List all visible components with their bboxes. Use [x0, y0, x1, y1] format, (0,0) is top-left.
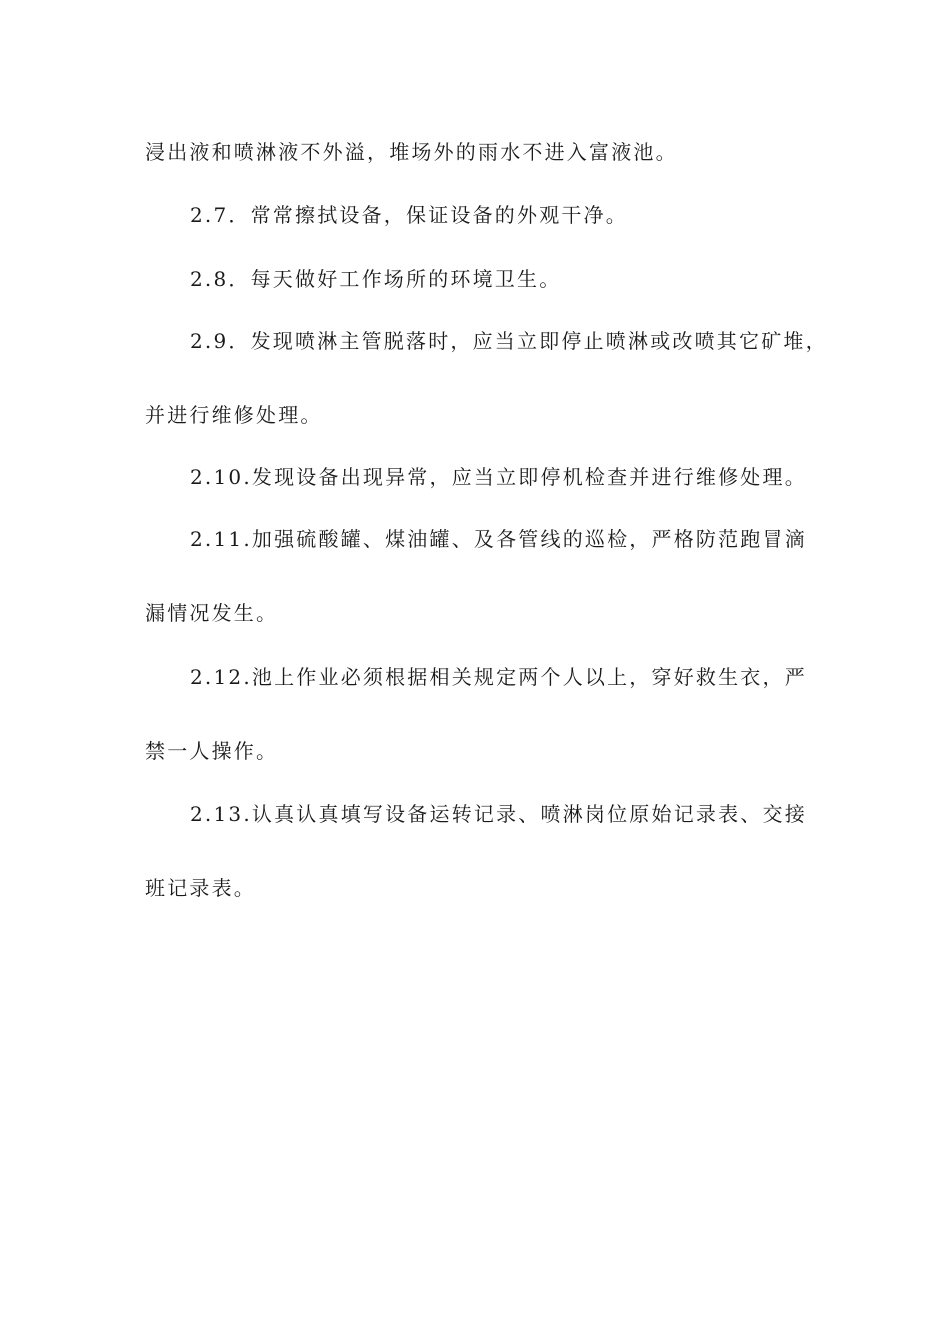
paragraph-line: 2.11.加强硫酸罐、煤油罐、及各管线的巡检，严格防范跑冒滴 — [190, 527, 807, 551]
paragraph-line: 2.10.发现设备出现异常，应当立即停机检查并进行维修处理。 — [190, 465, 807, 489]
paragraph-line: 班记录表。 — [145, 876, 256, 900]
paragraph-line: 2.13.认真认真填写设备运转记录、喷淋岗位原始记录表、交接 — [190, 802, 807, 826]
paragraph-line: 漏情况发生。 — [145, 601, 279, 625]
paragraph-line: 2.8．每天做好工作场所的环境卫生。 — [190, 267, 562, 291]
paragraph-line: 2.9．发现喷淋主管脱落时，应当立即停止喷淋或改喷其它矿堆， — [190, 329, 828, 353]
paragraph-line: 2.7．常常擦拭设备，保证设备的外观干净。 — [190, 203, 629, 227]
paragraph-line: 并进行维修处理。 — [145, 403, 323, 427]
paragraph-line: 2.12.池上作业必须根据相关规定两个人以上，穿好救生衣，严 — [190, 665, 807, 689]
paragraph-line: 浸出液和喷淋液不外溢，堆场外的雨水不进入富液池。 — [145, 140, 678, 164]
paragraph-line: 禁一人操作。 — [145, 739, 279, 763]
